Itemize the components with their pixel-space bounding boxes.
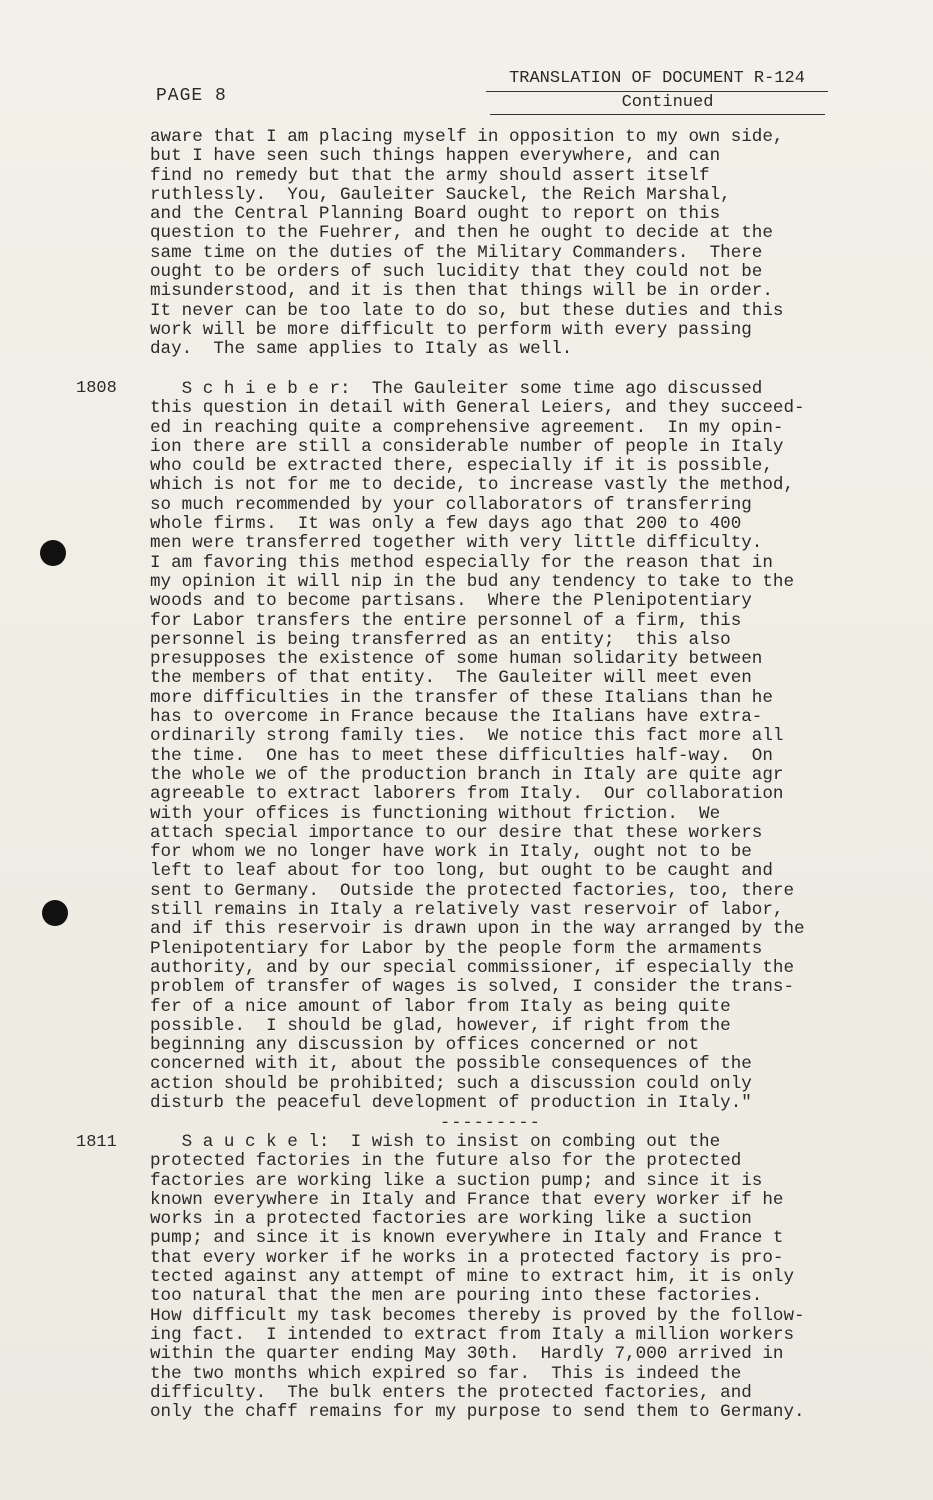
text-line: has to overcome in France because the Italians have extra-	[150, 707, 763, 728]
punch-hole-bottom	[42, 900, 68, 926]
text-line: woods and to become partisans. Where the Plenipotentiary	[150, 591, 752, 612]
text-line: difficulty. The bulk enters the protected factories, and	[150, 1382, 752, 1403]
text-line: which is not for me to decide, to increase vastly the method,	[150, 475, 795, 496]
text-line: possible. I should be glad, however, if right from the	[150, 1015, 731, 1036]
text-line: and if this reservoir is drawn upon in the way arranged by the	[150, 919, 805, 940]
text-line: I am favoring this method especially for the reason that in	[150, 552, 773, 573]
text-line: known everywhere in Italy and France that every worker if he	[150, 1189, 784, 1210]
text-line: same time on the duties of the Military Commanders. There	[150, 242, 763, 263]
text-line: S c h i e b e r: The Gauleiter some time ago discussed	[150, 379, 763, 399]
text-line: but I have seen such things happen everywhere, and can	[150, 146, 721, 167]
header-title: TRANSLATION OF DOCUMENT R-124	[486, 68, 828, 92]
text-line: the time. One has to meet these difficulties half-way. On	[150, 745, 773, 766]
margin-number-1808: 1808	[76, 379, 117, 398]
text-line: ought to be orders of such lucidity that they could not be	[150, 262, 763, 283]
text-line: beginning any discussion by offices concerned or not	[150, 1035, 700, 1056]
text-line: agreeable to extract laborers from Italy. Our collaboration	[150, 784, 784, 805]
text-line: too natural that the men are pouring into these factories.	[150, 1286, 763, 1307]
text-line: for Labor transfers the entire personnel of a firm, this	[150, 610, 742, 631]
header-continued: Continued	[490, 92, 825, 115]
text-line: authority, and by our special commissioner, if especially the	[150, 957, 795, 978]
section-divider: ---------	[440, 1114, 541, 1133]
text-line: my opinion it will nip in the bud any tendency to take to the	[150, 571, 795, 592]
text-line: so much recommended by your collaborators of transferring	[150, 494, 752, 515]
text-line: How difficult my task becomes thereby is proved by the follow-	[150, 1305, 805, 1326]
text-line: question to the Fuehrer, and then he ought to decide at the	[150, 223, 773, 244]
paragraph-continuation	[150, 128, 870, 360]
text-line: only the chaff remains for my purpose to send them to Germany.	[150, 1402, 805, 1423]
text-line: misunderstood, and it is then that things will be in order.	[150, 281, 773, 302]
text-line: day. The same applies to Italy as well.	[150, 339, 573, 360]
text-line: It never can be too late to do so, but these duties and this	[150, 300, 784, 321]
text-line: works in a protected factories are working like a suction	[150, 1209, 752, 1230]
text-line: factories are working like a suction pump; and since it is	[150, 1170, 763, 1191]
text-line: disturb the peaceful development of production in Italy."	[150, 1092, 752, 1113]
paragraph-schieber	[150, 380, 870, 1113]
text-line: still remains in Italy a relatively vast reservoir of labor,	[150, 900, 784, 921]
text-line: ruthlessly. You, Gauleiter Sauckel, the Reich Marshal,	[150, 184, 731, 205]
text-line: this question in detail with General Leiers, and they succeed-	[150, 398, 805, 419]
text-line: fer of a nice amount of labor from Italy as being quite	[150, 996, 731, 1017]
text-line: whole firms. It was only a few days ago that 200 to 400	[150, 514, 742, 535]
text-line: S a u c k e l: I wish to insist on combing out the	[150, 1132, 721, 1152]
text-line: find no remedy but that the army should assert itself	[150, 165, 710, 186]
text-line: for whom we no longer have work in Italy, ought not to be	[150, 842, 752, 863]
text-line: attach special importance to our desire that these workers	[150, 822, 763, 843]
text-line: sent to Germany. Outside the protected factories, too, there	[150, 880, 795, 901]
margin-number-1811: 1811	[76, 1133, 117, 1152]
text-line: that every worker if he works in a protected factory is pro-	[150, 1247, 784, 1268]
text-line: ordinarily strong family ties. We notice this fact more all	[150, 726, 784, 747]
text-line: personnel is being transferred as an entity; this also	[150, 629, 731, 650]
text-line: concerned with it, about the possible consequences of the	[150, 1054, 752, 1075]
text-line: with your offices is functioning without friction. We	[150, 803, 721, 824]
text-line: tected against any attempt of mine to extract him, it is only	[150, 1267, 795, 1288]
text-line: action should be prohibited; such a discussion could only	[150, 1073, 752, 1094]
text-line: ion there are still a considerable number of people in Italy	[150, 436, 784, 457]
text-line: the two months which expired so far. This is indeed the	[150, 1363, 742, 1384]
text-line: men were transferred together with very little difficulty.	[150, 533, 763, 554]
text-line: work will be more difficult to perform with every passing	[150, 319, 752, 340]
text-line: more difficulties in the transfer of these Italians than he	[150, 687, 773, 708]
text-line: aware that I am placing myself in opposition to my own side,	[150, 127, 784, 147]
text-line: the whole we of the production branch in Italy are quite agr	[150, 764, 784, 785]
text-line: presupposes the existence of some human solidarity between	[150, 649, 763, 670]
page-number: PAGE 8	[156, 86, 227, 106]
text-line: left to leaf about for too long, but ought to be caught and	[150, 861, 773, 882]
paragraph-sauckel	[150, 1133, 870, 1422]
text-line: protected factories in the future also for the protected	[150, 1151, 742, 1172]
text-line: ing fact. I intended to extract from Italy a million workers	[150, 1324, 795, 1345]
text-line: and the Central Planning Board ought to report on this	[150, 204, 721, 225]
text-line: who could be extracted there, especially if it is possible,	[150, 456, 773, 477]
punch-hole-top	[40, 540, 66, 566]
text-line: ed in reaching quite a comprehensive agreement. In my opin-	[150, 417, 784, 438]
document-header	[486, 68, 828, 115]
text-line: problem of transfer of wages is solved, I consider the trans-	[150, 977, 795, 998]
text-line: within the quarter ending May 30th. Hardly 7,000 arrived in	[150, 1344, 784, 1365]
text-line: Plenipotentiary for Labor by the people form the armaments	[150, 938, 763, 959]
text-line: pump; and since it is known everywhere in Italy and France t	[150, 1228, 784, 1249]
text-line: the members of that entity. The Gauleiter will meet even	[150, 668, 752, 689]
